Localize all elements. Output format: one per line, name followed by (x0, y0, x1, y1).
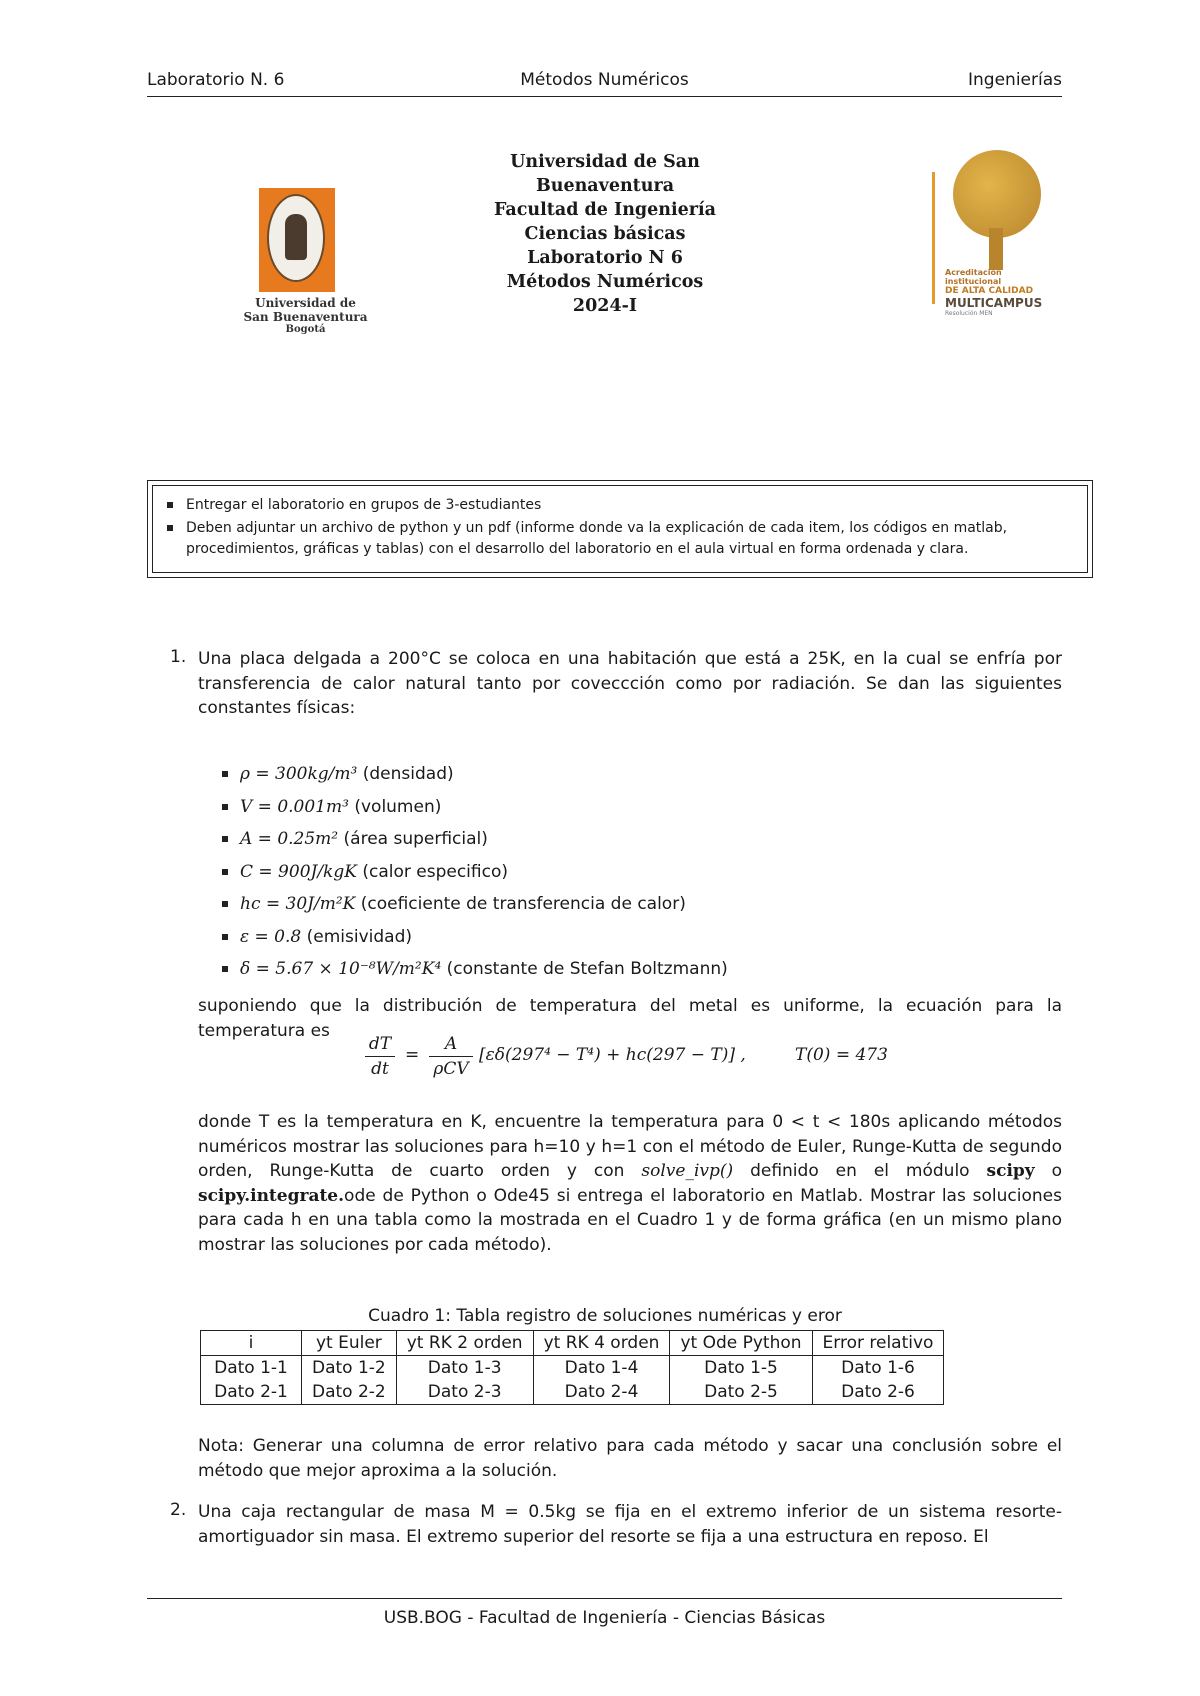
title-line: 2024-I (572, 296, 638, 316)
accreditation-logo (945, 150, 1055, 325)
logo-divider (932, 172, 935, 304)
problem1-intro: Una placa delgada a 200°C se coloca en una habitación que está a 25K, en la cual se enfría por transferencia de calor natural tanto por coveccción como por radiación. Se dan las siguientes constantes físicas: (198, 649, 1062, 718)
list-item: A = 0.25m² (área superficial) (222, 823, 728, 856)
logo-text-3: Bogotá (285, 324, 326, 335)
list-item: V = 0.001m³ (volumen) (222, 791, 728, 824)
table-row: Dato 1-1 Dato 1-2 Dato 1-3 Dato 1-4 Dato 1-5 Dato 1-6 (201, 1356, 944, 1381)
table-header: yt Euler (302, 1331, 397, 1356)
instructions-box (147, 480, 1093, 578)
header-center: Métodos Numéricos (520, 70, 689, 90)
list-item: C = 900J/kgK (calor especifico) (222, 856, 728, 889)
university-logo-text (218, 296, 393, 336)
problem-number: 2. (170, 1500, 187, 1520)
table-header: yt Ode Python (670, 1331, 812, 1356)
page-footer: USB.BOG - Facultad de Ingeniería - Ciencias Básicas (383, 1608, 826, 1628)
eq-bracket: [εδ(297⁴ − T⁴) + hc(297 − T)] , (479, 1045, 746, 1065)
logo-text-1: Universidad de (255, 296, 356, 310)
title-block (455, 150, 755, 318)
list-item: ρ = 300kg/m³ (densidad) (222, 758, 728, 791)
temperature-equation (365, 1032, 925, 1092)
accreditation-line1: Acreditación institucional (945, 268, 1002, 286)
list-item: Entregar el laboratorio en grupos de 3-estudiantes (186, 495, 1082, 516)
table-row: Dato 2-1 Dato 2-2 Dato 2-3 Dato 2-4 Dato 2-5 Dato 2-6 (201, 1380, 944, 1405)
problem1-body: donde T es la temperatura en K, encuentre la temperatura para 0 < t < 180s aplicando métodos numéricos mostrar las soluciones para h=10 y h=1 con el método de Euler, Runge-Kutta de segundo orden, Runge-Kutta de cuarto orden y con solve_ivp() definido en el módulo scipy o scipy.integrate.ode de Python o Ode45 si entrega el laboratorio en Matlab. Mostrar las soluciones para cada h en una tabla como la mostrada en el Cuadro 1 y de forma gráfica (en un mismo plano mostrar las soluciones por cada método). (198, 1112, 1063, 1255)
note: Nota: Generar una columna de error relativo para cada método y sacar una conclusión sobre el método que mejor aproxima a la solución. (198, 1436, 1062, 1481)
title-line: Ciencias básicas (524, 224, 686, 244)
accreditation-line2: DE ALTA CALIDAD (945, 286, 1034, 296)
problem-number: 1. (170, 647, 187, 667)
equation-lead: suponiendo que la distribución de temperatura del metal es uniforme, la ecuación para la temperatura es (198, 996, 1062, 1041)
eq-lhs-num: dT (365, 1032, 395, 1057)
footer-rule (147, 1598, 1062, 1599)
eq-rhs-den: ρCV (433, 1059, 469, 1079)
header-left: Laboratorio N. 6 (147, 70, 285, 90)
eq-rhs-num: A (429, 1032, 473, 1057)
running-header (147, 70, 1062, 97)
title-line: Universidad de San (510, 152, 700, 172)
eq-initial-condition: T(0) = 473 (795, 1045, 888, 1065)
logo-text-2: San Buenaventura (243, 310, 368, 324)
table-header: yt RK 4 orden (533, 1331, 670, 1356)
problem2-text: Una caja rectangular de masa M = 0.5kg se fija en el extremo inferior de un sistema resorte-amortiguador sin masa. El extremo superior del resorte se fija a una estructura en reposo. El (198, 1502, 1062, 1547)
table-header: Error relativo (812, 1331, 944, 1356)
accreditation-line4: Resolución MEN (945, 310, 993, 317)
accreditation-line3: MULTICAMPUS (945, 296, 1043, 310)
header-right: Ingenierías (968, 70, 1062, 90)
constants-list (222, 758, 728, 986)
title-line: Buenaventura (535, 176, 675, 196)
tree-icon (953, 150, 1041, 238)
list-item: ε = 0.8 (emisividad) (222, 921, 728, 954)
table-caption: Cuadro 1: Tabla registro de soluciones numéricas y eror (368, 1306, 842, 1326)
list-item: Deben adjuntar un archivo de python y un pdf (informe donde va la explicación de cada item, los códigos en matlab, procedimientos, gráficas y tablas) con el desarrollo del laboratorio en el aula virtual en forma ordenada y clara. (186, 518, 1082, 560)
table-header: i (201, 1331, 302, 1356)
title-line: Laboratorio N 6 (527, 248, 683, 268)
eq-equals: = (405, 1045, 420, 1065)
list-item: δ = 5.67 × 10⁻⁸W/m²K⁴ (constante de Stefan Boltzmann) (222, 953, 728, 986)
title-line: Facultad de Ingeniería (493, 200, 717, 220)
results-table (200, 1330, 944, 1405)
list-item: hc = 30J/m²K (coeficiente de transferencia de calor) (222, 888, 728, 921)
eq-lhs-den: dt (371, 1059, 389, 1079)
title-line: Métodos Numéricos (506, 272, 704, 292)
university-logo (218, 188, 393, 338)
instructions-list (186, 495, 1082, 562)
university-shield-icon (259, 188, 335, 292)
table-header: yt RK 2 orden (396, 1331, 533, 1356)
